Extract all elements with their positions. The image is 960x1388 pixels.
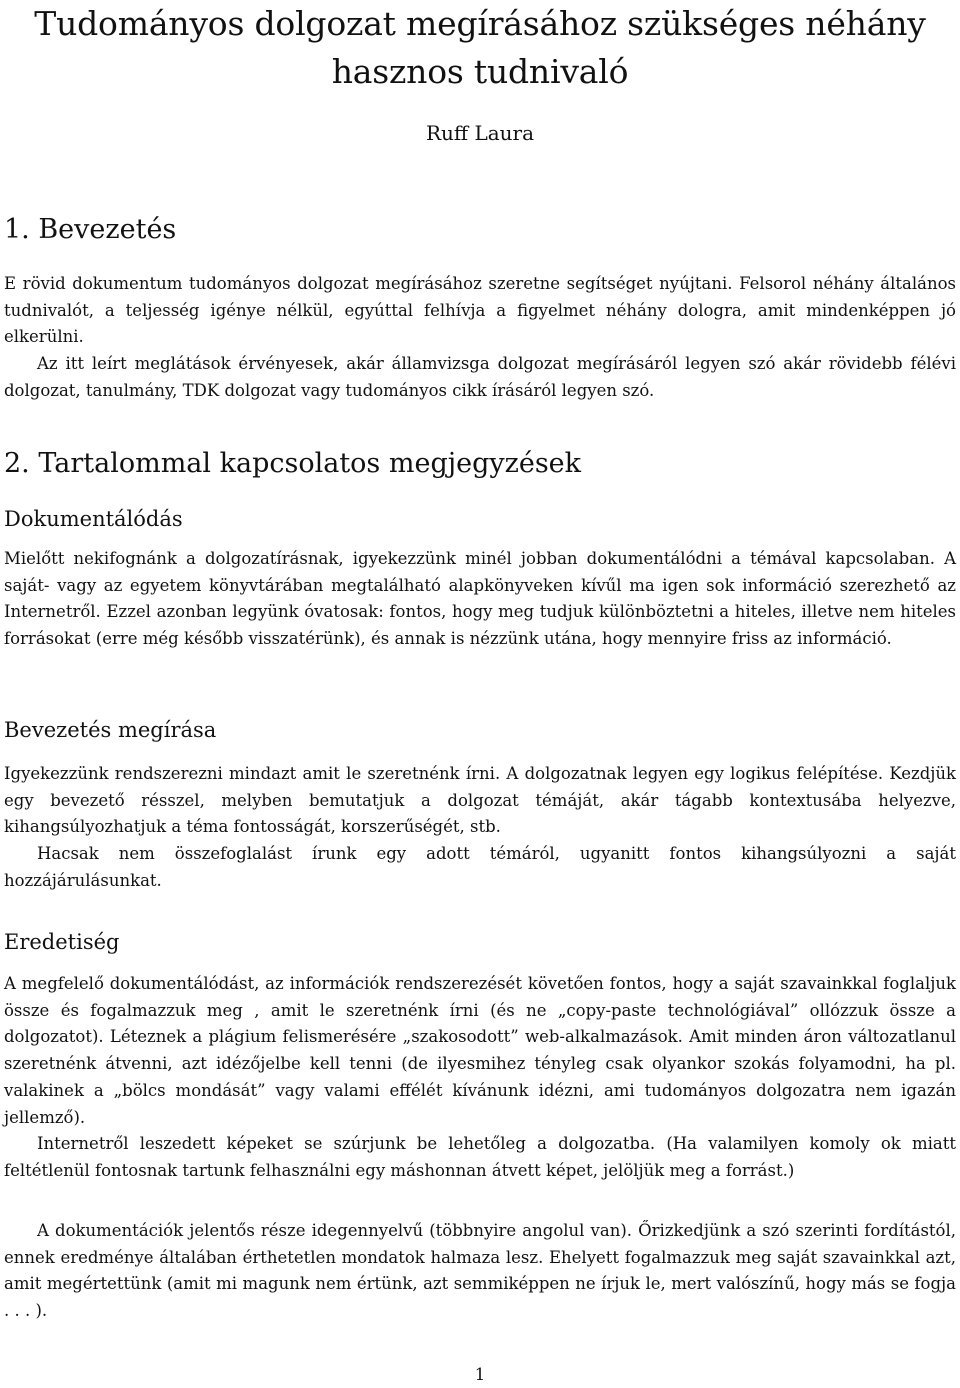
paragraph-originality-3: A dokumentációk jelentős része idegennyelvű (többnyire angolul van). Őrizkedjünk a szó szerinti fordítástól, ennek eredménye általában érthetetlen mondatok halmaza lesz. Ehelyett fogalmazzuk meg saját szavainkkal azt, amit megértettünk (amit mi magunk nem értünk, azt semmiképpen ne írjuk le, mert valószínű, hogy más se fogja . . . ).: [4, 1221, 956, 1321]
subsection-heading-originality: Eredetiség: [4, 930, 120, 954]
paragraph-intro-writing-1: Igyekezzünk rendszerezni mindazt amit le szeretnénk írni. A dolgozatnak legyen egy logikus felépítése. Kezdjük egy bevezető résszel, melyben bemutatjuk a dolgozat témáját, akár tágabb kontextusába helyezve, kihangsúlyozhatjuk a téma fontosságát, korszerűségét, stb.: [4, 764, 956, 837]
paragraph-originality-2: Internetről leszedett képeket se szúrjunk be lehetőleg a dolgozatba. (Ha valamilyen komoly ok miatt feltétlenül fontosnak tartunk felhasználni egy máshonnan átvett képet, jelöljük meg a forrást.): [4, 1134, 956, 1180]
document-title-line-1: Tudományos dolgozat megírásához szükséges néhány: [34, 4, 926, 43]
paragraph-documentation-1: Mielőtt nekifognánk a dolgozatírásnak, igyekezzünk minél jobban dokumentálódni a témával kapcsolaban. A saját- vagy az egyetem könyvtárában megtalálható alapkönyveken kívűl ma igen sok információ szerezhető az Internetről. Ezzel azonban legyünk óvatosak: fontos, hogy meg tudjuk különböztetni a hiteles, illetve nem hiteles forrásokat (erre még később visszatérünk), és annak is nézzünk utána, hogy mennyire friss az információ.: [4, 549, 956, 649]
section-heading-introduction: 1. Bevezetés: [4, 214, 177, 245]
paragraph-originality-1: A megfelelő dokumentálódást, az információk rendszerezését követően fontos, hogy a saját szavainkkal foglaljuk össze és fogalmazzuk meg , amit le szeretnénk írni (és ne „copy-paste technológiával” ollózzuk össze a dolgozatot). Léteznek a plágium felismerésére „szakosodott” web-alkalmazások. Amit minden áron változatlanul szeretnénk átvenni, azt idézőjelbe kell tenni (de ilyesmihez tényleg csak olyankor szokás folyamodni, ha pl. valakinek a „bölcs mondását” vagy valami effélét kívánunk idézni, ami tudományos dolgozatra nem igazán jellemző).: [4, 974, 956, 1127]
page-number: 1: [474, 1365, 486, 1384]
document-title-line-2: hasznos tudnivaló: [331, 52, 629, 91]
paragraph-intro-writing-2: Hacsak nem összefoglalást írunk egy adott témáról, ugyanitt fontos kihangsúlyozni a saját hozzájárulásunkat.: [4, 844, 956, 890]
section-heading-content-notes: 2. Tartalommal kapcsolatos megjegyzések: [4, 448, 582, 479]
document-author: Ruff Laura: [425, 121, 535, 145]
paragraph-intro-2: Az itt leírt meglátások érvényesek, akár államvizsga dolgozat megírásáról legyen szó akár rövidebb félévi dolgozat, tanulmány, TDK dolgozat vagy tudományos cikk írásáról legyen szó.: [4, 354, 956, 400]
document-title: [0, 0, 960, 96]
subsection-heading-documentation: Dokumentálódás: [4, 507, 183, 531]
subsection-heading-intro-writing: Bevezetés megírása: [4, 718, 217, 742]
paragraph-intro-1: E rövid dokumentum tudományos dolgozat megírásához szeretne segítséget nyújtani. Felsorol néhány általános tudnivalót, a teljesség igénye nélkül, egyúttal felhívja a figyelmet néhány dologra, amit mindenképpen jó elkerülni.: [4, 274, 956, 347]
